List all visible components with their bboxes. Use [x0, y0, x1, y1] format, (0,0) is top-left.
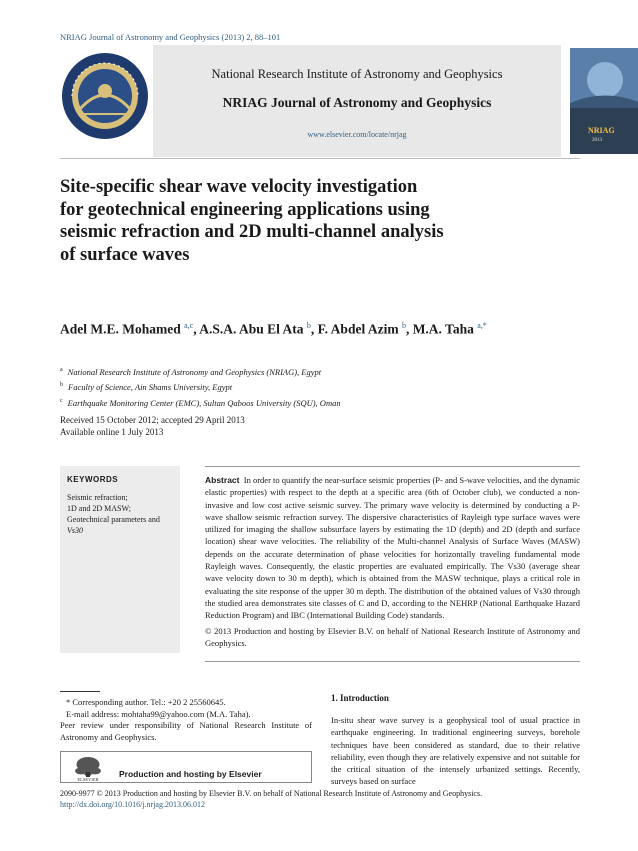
author-name[interactable]: Adel M.E. Mohamed — [60, 321, 181, 337]
keyword: Vs30 — [67, 526, 83, 535]
article-title — [60, 176, 530, 266]
cover-year: 2013 — [592, 138, 602, 143]
footnotes — [60, 697, 312, 743]
author-affil-marker[interactable]: a,* — [477, 321, 487, 330]
affiliation — [60, 395, 341, 410]
elsevier-tree-logo — [64, 754, 112, 782]
doi-link[interactable]: http://dx.doi.org/10.1016/j.nrjag.2013.06.012 — [60, 800, 205, 809]
affiliation-label: c — [60, 397, 63, 404]
abstract-label: Abstract — [205, 475, 240, 485]
author-affil-marker[interactable]: b — [306, 321, 311, 330]
introduction-text: In-situ shear wave survey is a geophysical tool of usual practice in earthquake engineering. In traditional engineering surveys, borehole techniques have been considered as standard, due to their relative reliability, even though they are relatively expensive and not suitable for the critical situation of the intensely urbanized settings. Recently, surveys based on surface — [331, 715, 580, 787]
cover-title: NRIAG — [588, 126, 615, 135]
institute-name: National Research Institute of Astronomy and Geophysics — [211, 67, 503, 81]
article-dates — [60, 414, 245, 438]
abstract-copyright: © 2013 Production and hosting by Elsevier B.V. on behalf of National Research Institute of Astronomy and Geophysics. — [205, 626, 580, 649]
affiliation-text: National Research Institute of Astronomy and Geophysics (NRIAG), Egypt — [67, 366, 322, 377]
author-separator: , — [193, 321, 200, 337]
author-separator: , — [405, 321, 413, 337]
introduction-heading: 1. Introduction — [331, 693, 389, 703]
affiliation — [60, 364, 341, 379]
abstract — [205, 474, 580, 622]
corresponding-author-note: * Corresponding author. Tel.: +20 2 25560645. — [66, 697, 226, 707]
author-name[interactable]: A.S.A. Abu El Ata — [199, 321, 304, 337]
elsevier-logo-text: ELSEVIER — [77, 777, 99, 782]
author-list — [60, 321, 580, 338]
abstract-text: In order to quantify the near-surface seismic properties (P- and S-wave velocities, and the dynamic elastic properties) with respect to the depth at a specific area (6th of October club), we conducted a non-invasive and low cost active seismic survey. The primary wave velocity is determined by conducting a P-wave shallow seismic refraction survey. The dispersive characteristics of Rayleigh type surface waves were utilized for imaging the shallow subsurface layers by estimating the 1D (depth) and 2D (depth and surface location) shear wave velocities. The reliability of the Multi-channel Analysis of Surface Waves (MASW) depends on the accurate determination of phase velocities for horizontally traveling fundamental mode Rayleigh waves. Consequently, the elastic properties are evaluated empirically. The Vs30 (average shear wave velocity down to 30 m depth), which is obtained from the MASW technique, plays a critical role in evaluating the site response of the upper 30 m depth. The distribution of the obtained values of Vs30 through the studied area demonstrates site classes of C and D, according to the NEHRP (National Earthquake Hazard Reduction Program) and IBC (International Building Code) standards. — [205, 475, 581, 621]
journal-cover-thumbnail — [570, 48, 638, 154]
author-separator: , — [310, 321, 318, 337]
keyword: Geotechnical parameters and — [67, 515, 160, 524]
page-footer — [60, 788, 482, 810]
author-name[interactable]: M.A. Taha — [412, 321, 474, 337]
email-note[interactable]: E-mail address: mohtaha99@yahoo.com (M.A. Taha). — [66, 708, 251, 719]
title-line: for geotechnical engineering applications using — [60, 199, 430, 220]
author-affil-marker[interactable]: b — [401, 321, 406, 330]
keywords-box — [60, 466, 180, 653]
title-line: Site-specific shear wave velocity investigation — [60, 177, 418, 197]
affiliation-text: Earthquake Monitoring Center (EMC), Sultan Qaboos University (SQU), Oman — [67, 397, 341, 408]
keywords-list — [67, 492, 160, 536]
peer-review-note: Peer review under responsibility of National Research Institute of Astronomy and Geophysics. — [60, 720, 312, 742]
affiliation-label: a — [60, 367, 63, 373]
received-date: Received 15 October 2012; accepted 29 April 2013 — [60, 415, 245, 425]
nriag-seal-logo — [60, 51, 150, 141]
abstract-bottom-rule — [205, 661, 580, 662]
online-date: Available online 1 July 2013 — [60, 427, 164, 437]
keyword: Seismic refraction; — [67, 493, 128, 502]
abstract-top-rule — [205, 466, 580, 467]
affiliation — [60, 379, 341, 394]
title-line: seismic refraction and 2D multi-channel analysis — [60, 222, 444, 242]
elsevier-banner — [60, 751, 312, 783]
keywords-title: KEYWORDS — [67, 475, 119, 484]
running-head: NRIAG Journal of Astronomy and Geophysics (2013) 2, 88–101 — [60, 32, 281, 42]
header-divider — [60, 158, 580, 159]
author-name[interactable]: F. Abdel Azim — [317, 321, 399, 337]
author-affil-marker[interactable]: a,c — [184, 321, 194, 330]
elsevier-banner-text: Production and hosting by Elsevier — [119, 769, 262, 779]
journal-header-box — [153, 45, 561, 157]
journal-masthead — [60, 45, 615, 157]
footnote-rule — [60, 691, 100, 692]
issn-line: 2090-9977 © 2013 Production and hosting by Elsevier B.V. on behalf of National Research Institute of Astronomy and Geophysics. — [60, 789, 483, 798]
keyword: 1D and 2D MASW; — [67, 504, 131, 513]
affiliations — [60, 364, 341, 410]
affiliation-label: b — [60, 382, 63, 389]
journal-url-link[interactable]: www.elsevier.com/locate/nrjag — [307, 130, 407, 139]
journal-name: NRIAG Journal of Astronomy and Geophysics — [222, 95, 492, 110]
cover-art — [570, 48, 638, 154]
affiliation-text: Faculty of Science, Ain Shams University, Egypt — [68, 382, 233, 393]
title-line: of surface waves — [60, 244, 190, 265]
